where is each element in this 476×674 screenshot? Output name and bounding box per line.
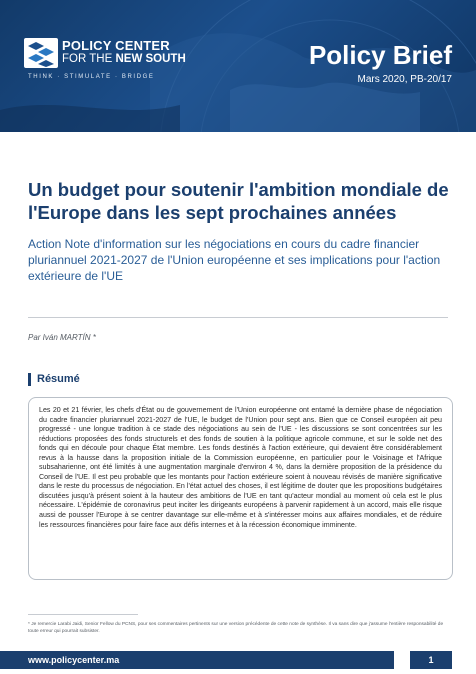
date-reference: Mars 2020, PB-20/17 [357, 74, 452, 85]
heading-accent-bar [28, 373, 31, 386]
logo-tagline: THINK · STIMULATE · BRIDGE [28, 74, 155, 80]
logo-mark-icon [24, 38, 58, 68]
logo-text-line2: FOR THE NEW SOUTH [62, 53, 186, 65]
document-type-title: Policy Brief [308, 40, 452, 70]
divider [28, 317, 448, 318]
summary-heading-label: Résumé [37, 373, 80, 385]
page-number: 1 [410, 651, 452, 669]
footnote: * Je remercie Larabi Jaidi, Senior Fellow du PCNS, pour ses commentaires pertinents sur une version précédente de cette note de synthèse. Il va sans dire que j'assume l'entière responsabilité de toute erreur qui pourrait subsister. [28, 622, 444, 634]
summary-text: Les 20 et 21 février, les chefs d'État ou de gouvernement de l'Union européenne ont entamé la dernière phase de négociation du cadre financier pluriannuel 2021-2027 de l'UE, le budget de l'Union pour sept ans. Bien que ce Conseil européen ait peu progressé - une longue tradition à ce stade des négociations au sein de l'UE - les discussions se sont concentrées sur les réductions proposées des fonds structurels et des fonds de soutien à la politique agricole commune, et sur le solde net des fonds qui en découle pour chaque État membre. Les fonds destinés à l'action extérieure, qui devaient être considérablement revus à la hausse dans la proposition initiale de la Commission européenne, en particulier pour le Voisinage et l'Afrique subsaharienne, ont été limités à une augmentation marginale d'environ 4 %, dans la dernière proposition de la présidence du Conseil de l'UE. Il est peu probable que les montants pour l'action extérieure soient à nouveau révisés de manière significative dans le reste du processus de négociation. En l'état actuel des choses, il est légitime de douter que les propositions budgétaires discutées jusqu'à présent soient à la hauteur des ambitions de l'UE en tant qu'acteur mondial au moment où cela est le plus nécessaire. L'épidémie de coronavirus peut inciter les dirigeants européens à parvenir rapidement à un accord, mais elle risque aussi de pousser l'Europe à se centrer davantage sur elle-même et à s'intéresser moins aux affaires mondiales, et de réduire les ressources financières pour faire face aux défis internes et à la récession économique imminente. [39, 406, 442, 529]
page-title: Un budget pour soutenir l'ambition mondiale de l'Europe dans les sept prochaines années [28, 179, 449, 223]
website-link[interactable]: www.policycenter.ma [0, 651, 394, 669]
page-subtitle: Action Note d'information sur les négociations en cours du cadre financier pluriannuel 2021-2027 de l'Union européenne et ses implications pour l'action extérieure de l'UE [28, 237, 441, 283]
header-banner [0, 0, 476, 132]
logo-text-line1: POLICY CENTER [62, 38, 170, 53]
author-line: Par Iván MARTÍN * [28, 333, 96, 342]
footnote-divider [28, 614, 138, 615]
summary-box [28, 397, 453, 580]
page-footer [0, 648, 476, 674]
